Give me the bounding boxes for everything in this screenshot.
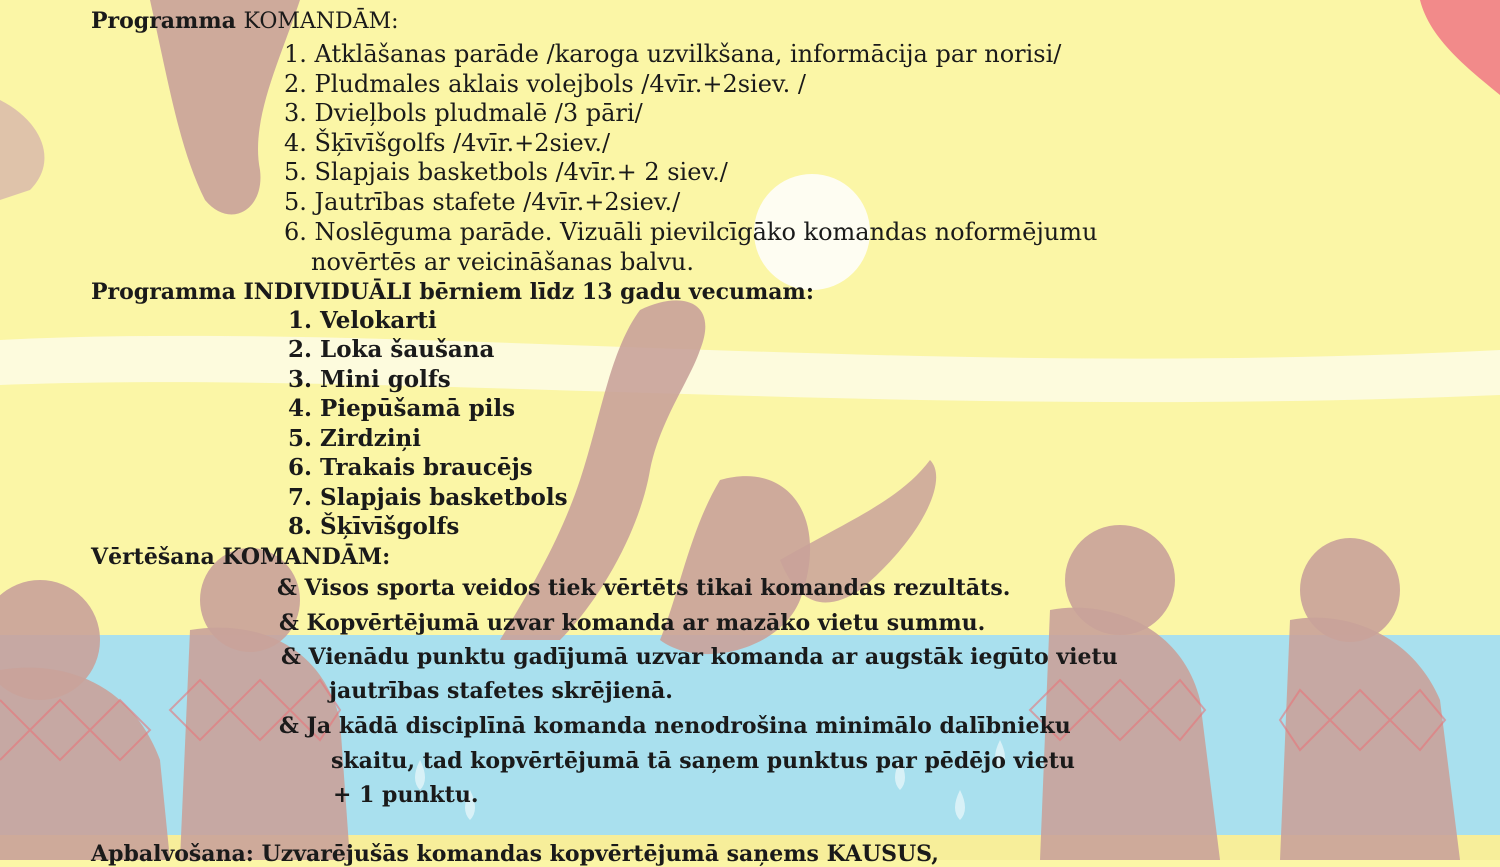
item-text: Šķīvīšgolfs	[320, 513, 460, 540]
individual-item	[288, 309, 437, 332]
teams-program-heading	[91, 10, 399, 33]
team-item	[284, 131, 610, 155]
individual-item	[288, 338, 494, 361]
item-text: Pludmales aklais volejbols /4vīr.+2siev. /	[314, 70, 806, 98]
item-text: Loka šaušana	[320, 336, 495, 363]
item-number: 2.	[288, 336, 313, 363]
item-number: 8.	[288, 513, 313, 540]
team-item	[284, 160, 728, 184]
item-text: Zirdziņi	[320, 425, 422, 452]
item-text: Jautrības stafete /4vīr.+2siev./	[314, 188, 681, 216]
item-number: 5.	[284, 188, 307, 216]
item-number: 3.	[288, 366, 313, 393]
scoring-rule: & Kopvērtējumā uzvar komanda ar mazāko vietu summu.	[279, 610, 986, 636]
item-text: Slapjais basketbols /4vīr.+ 2 siev./	[314, 158, 728, 186]
individual-item	[288, 427, 421, 450]
individual-program-heading: Programma INDIVIDUĀLI bērniem līdz 13 gadu vecumam:	[91, 279, 814, 305]
item-number: 5.	[284, 158, 307, 186]
scoring-heading: Vērtēšana KOMANDĀM:	[91, 544, 391, 570]
item-number: 4.	[288, 395, 313, 422]
item-text: Noslēguma parāde. Vizuāli pievilcīgāko komandas noformējumu	[314, 218, 1098, 246]
item-number: 6.	[288, 454, 313, 481]
team-item	[284, 72, 806, 96]
team-item	[284, 101, 643, 125]
item-number: 5.	[288, 425, 313, 452]
awards-line: Apbalvošana: Uzvarējušās komandas kopvērtējumā saņems KAUSUS,	[91, 841, 939, 867]
scoring-rule-continuation: jautrības stafetes skrējienā.	[329, 678, 673, 704]
item-number: 1.	[288, 307, 313, 334]
teams-heading-suffix: KOMANDĀM:	[243, 9, 399, 34]
scoring-rule-continuation: skaitu, tad kopvērtējumā tā saņem punktus par pēdējo vietu	[331, 748, 1075, 774]
individual-item	[288, 456, 533, 479]
item-text: Šķīvīšgolfs /4vīr.+2siev./	[314, 129, 611, 157]
scoring-rule: & Vienādu punktu gadījumā uzvar komanda ar augstāk iegūto vietu	[281, 644, 1118, 670]
item-number: 4.	[284, 129, 307, 157]
scoring-rule: & Ja kādā disciplīnā komanda nenodrošina minimālo dalībnieku	[279, 713, 1071, 739]
item-text: Mini golfs	[320, 366, 451, 393]
teams-heading-prefix: Programma	[91, 8, 244, 34]
item-text: Atklāšanas parāde /karoga uzvilkšana, informācija par norisi/	[314, 40, 1062, 68]
item-text: Velokarti	[320, 307, 437, 334]
item-number: 7.	[288, 484, 313, 511]
item-number: 2.	[284, 70, 307, 98]
individual-item	[288, 368, 451, 391]
scoring-rule-continuation: + 1 punktu.	[333, 782, 479, 808]
item-number: 6.	[284, 218, 307, 246]
item-text: Trakais braucējs	[320, 454, 533, 481]
item-text: Dvieļbols pludmalē /3 pāri/	[314, 99, 643, 127]
item-number: 3.	[284, 99, 307, 127]
item-text: Piepūšamā pils	[320, 395, 516, 422]
team-item-continuation: novērtēs ar veicināšanas balvu.	[311, 248, 694, 276]
team-item	[284, 220, 1097, 244]
individual-item	[288, 515, 459, 538]
item-number: 1.	[284, 40, 307, 68]
individual-item	[288, 397, 515, 420]
team-item	[284, 42, 1061, 66]
scoring-rule: & Visos sporta veidos tiek vērtēts tikai komandas rezultāts.	[277, 575, 1011, 601]
team-item	[284, 190, 680, 214]
item-text: Slapjais basketbols	[320, 484, 568, 511]
individual-item	[288, 486, 568, 509]
